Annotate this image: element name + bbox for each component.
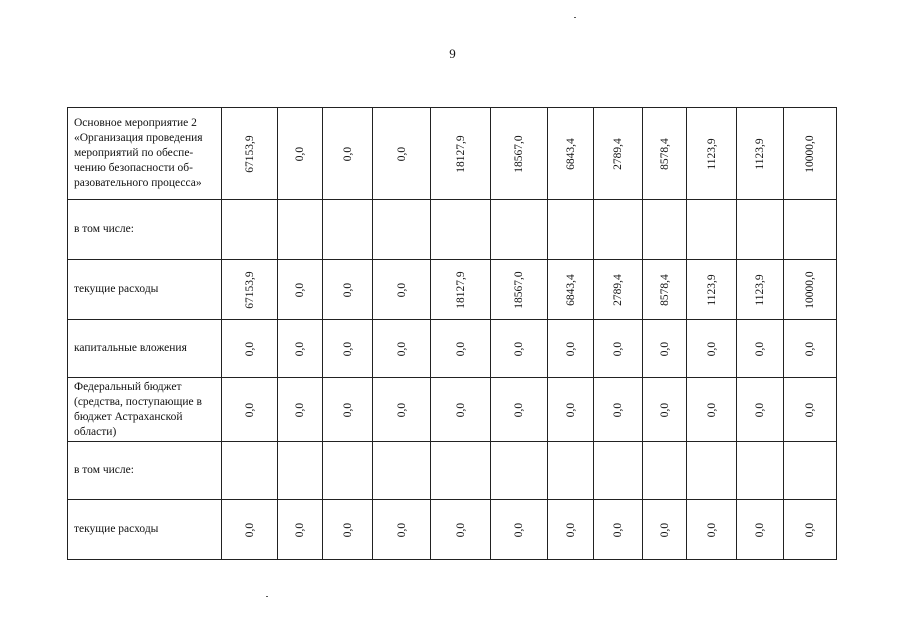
cell-value: 2789,4 [612, 137, 624, 170]
cell-value: 0,0 [754, 522, 766, 537]
value-cell [222, 378, 278, 442]
cell-value: 0,0 [612, 522, 624, 537]
cell-value: 0,0 [705, 341, 718, 356]
value-cell [643, 442, 687, 500]
cell-value: 1123,9 [705, 137, 718, 170]
cell-value: 10000,0 [804, 134, 816, 173]
value-cell [278, 442, 323, 500]
cell-value: 0,0 [454, 522, 467, 537]
value-cell [323, 500, 373, 560]
value-cell [431, 500, 491, 560]
value-cell [687, 260, 737, 320]
value-cell [431, 320, 491, 378]
value-cell [594, 320, 643, 378]
value-cell [222, 320, 278, 378]
value-cell [594, 378, 643, 442]
value-cell [373, 442, 431, 500]
value-cell [548, 320, 594, 378]
cell-value: 0,0 [454, 402, 467, 417]
value-cell [548, 442, 594, 500]
value-cell [222, 442, 278, 500]
value-cell [278, 378, 323, 442]
value-cell [643, 200, 687, 260]
table-row [68, 200, 837, 260]
value-cell [373, 260, 431, 320]
value-cell [687, 320, 737, 378]
value-cell [431, 200, 491, 260]
cell-value: 0,0 [612, 402, 624, 417]
cell-value: 0,0 [294, 522, 306, 537]
cell-value: 0,0 [612, 341, 624, 356]
value-cell [491, 442, 548, 500]
value-cell [491, 260, 548, 320]
table-row [68, 260, 837, 320]
value-cell [784, 108, 837, 200]
table-row [68, 108, 837, 200]
cell-value: 8578,4 [658, 273, 671, 306]
cell-value: 0,0 [395, 146, 408, 161]
cell-value: 0,0 [341, 341, 354, 356]
value-cell [594, 200, 643, 260]
cell-value: 67153,9 [243, 270, 256, 309]
value-cell [278, 200, 323, 260]
row-label: капитальные вложения [68, 320, 222, 378]
value-cell [431, 378, 491, 442]
value-cell [323, 108, 373, 200]
row-label: в том числе: [68, 442, 222, 500]
cell-value: 0,0 [804, 341, 816, 356]
value-cell [491, 108, 548, 200]
cell-value: 0,0 [658, 341, 671, 356]
cell-value: 0,0 [243, 522, 256, 537]
row-label: текущие расходы [68, 260, 222, 320]
table-row [68, 500, 837, 560]
value-cell [737, 260, 784, 320]
value-cell [687, 108, 737, 200]
value-cell [548, 200, 594, 260]
cell-value: 0,0 [395, 341, 408, 356]
cell-value: 0,0 [658, 522, 671, 537]
value-cell [687, 442, 737, 500]
value-cell [643, 260, 687, 320]
cell-value: 0,0 [804, 522, 816, 537]
cell-value: 0,0 [513, 402, 525, 417]
cell-value: 0,0 [564, 402, 577, 417]
value-cell [431, 260, 491, 320]
cell-value: 0,0 [294, 402, 306, 417]
table-row [68, 378, 837, 442]
value-cell [323, 320, 373, 378]
page-number: 9 [449, 46, 456, 61]
value-cell [687, 200, 737, 260]
value-cell [594, 260, 643, 320]
value-cell [784, 320, 837, 378]
cell-value: 10000,0 [804, 270, 816, 309]
value-cell [491, 200, 548, 260]
budget-table [67, 107, 837, 560]
cell-value: 6843,4 [564, 273, 577, 306]
cell-value: 1123,9 [754, 273, 766, 306]
cell-value: 0,0 [705, 402, 718, 417]
value-cell [373, 378, 431, 442]
value-cell [222, 200, 278, 260]
cell-value: 1123,9 [754, 137, 766, 170]
cell-value: 0,0 [564, 522, 577, 537]
cell-value: 0,0 [294, 146, 306, 161]
cell-value: 0,0 [395, 522, 408, 537]
value-cell [491, 378, 548, 442]
cell-value: 0,0 [341, 522, 354, 537]
value-cell [643, 378, 687, 442]
cell-value: 2789,4 [612, 273, 624, 306]
cell-value: 0,0 [658, 402, 671, 417]
value-cell [491, 500, 548, 560]
cell-value: 18127,9 [454, 270, 467, 309]
cell-value: 67153,9 [243, 134, 256, 173]
value-cell [594, 500, 643, 560]
value-cell [737, 442, 784, 500]
cell-value: 0,0 [395, 402, 408, 417]
value-cell [323, 200, 373, 260]
value-cell [784, 200, 837, 260]
value-cell [687, 500, 737, 560]
value-cell [323, 378, 373, 442]
value-cell [431, 442, 491, 500]
value-cell [373, 200, 431, 260]
value-cell [594, 442, 643, 500]
row-label: текущие расходы [68, 500, 222, 560]
value-cell [373, 320, 431, 378]
value-cell [278, 320, 323, 378]
cell-value: 18567,0 [513, 270, 525, 309]
cell-value: 0,0 [513, 522, 525, 537]
value-cell [643, 108, 687, 200]
value-cell [373, 108, 431, 200]
value-cell [323, 260, 373, 320]
scan-speck [574, 17, 576, 18]
value-cell [737, 320, 784, 378]
value-cell [643, 500, 687, 560]
value-cell [784, 500, 837, 560]
cell-value: 0,0 [395, 282, 408, 297]
cell-value: 0,0 [754, 341, 766, 356]
row-label: Федеральный бюджет (средства, поступающие в бюджет Астраханской области) [68, 378, 222, 442]
table-row [68, 320, 837, 378]
row-label: Основное мероприятие 2 «Организация проведения мероприятий по обеспе-чению безопасности об-разовательного процесса» [68, 108, 222, 200]
scan-speck [266, 596, 268, 597]
value-cell [548, 108, 594, 200]
value-cell [784, 442, 837, 500]
value-cell [737, 378, 784, 442]
cell-value: 0,0 [804, 402, 816, 417]
cell-value: 0,0 [243, 341, 256, 356]
cell-value: 0,0 [341, 146, 354, 161]
value-cell [548, 500, 594, 560]
value-cell [737, 200, 784, 260]
value-cell [784, 378, 837, 442]
table-row [68, 442, 837, 500]
value-cell [278, 260, 323, 320]
value-cell [737, 108, 784, 200]
value-cell [222, 260, 278, 320]
cell-value: 0,0 [564, 341, 577, 356]
value-cell [431, 108, 491, 200]
cell-value: 8578,4 [658, 137, 671, 170]
cell-value: 0,0 [341, 402, 354, 417]
value-cell [594, 108, 643, 200]
value-cell [784, 260, 837, 320]
cell-value: 0,0 [705, 522, 718, 537]
cell-value: 0,0 [243, 402, 256, 417]
value-cell [373, 500, 431, 560]
cell-value: 0,0 [294, 282, 306, 297]
value-cell [323, 442, 373, 500]
value-cell [222, 108, 278, 200]
cell-value: 0,0 [513, 341, 525, 356]
value-cell [278, 500, 323, 560]
cell-value: 0,0 [754, 402, 766, 417]
value-cell [278, 108, 323, 200]
value-cell [548, 378, 594, 442]
value-cell [548, 260, 594, 320]
cell-value: 6843,4 [564, 137, 577, 170]
cell-value: 0,0 [294, 341, 306, 356]
value-cell [491, 320, 548, 378]
value-cell [222, 500, 278, 560]
cell-value: 1123,9 [705, 273, 718, 306]
cell-value: 18567,0 [513, 134, 525, 173]
cell-value: 0,0 [341, 282, 354, 297]
value-cell [737, 500, 784, 560]
value-cell [643, 320, 687, 378]
value-cell [687, 378, 737, 442]
row-label: в том числе: [68, 200, 222, 260]
cell-value: 0,0 [454, 341, 467, 356]
cell-value: 18127,9 [454, 134, 467, 173]
